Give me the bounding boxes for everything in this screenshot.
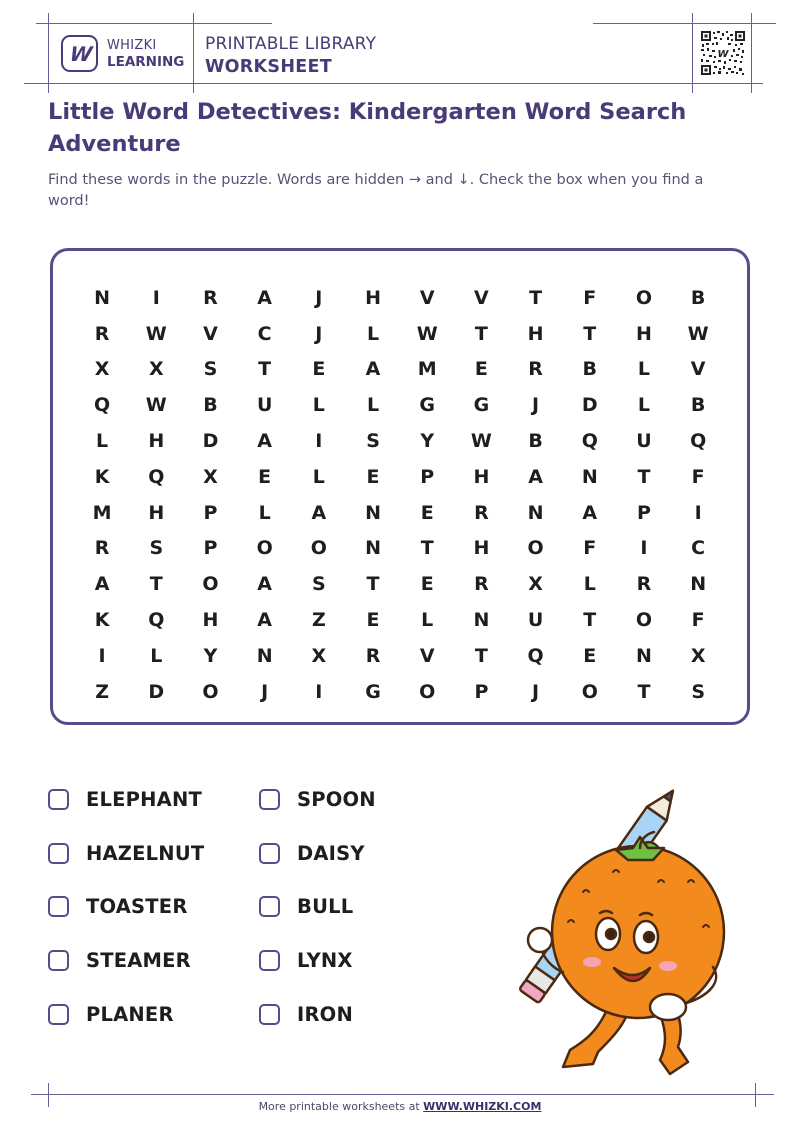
grid-cell[interactable]: I (152, 286, 160, 309)
grid-cell[interactable]: N (690, 573, 707, 596)
grid-cell[interactable]: C (691, 537, 706, 560)
word-label: ELEPHANT (86, 787, 202, 811)
grid-cell[interactable]: O (310, 537, 327, 560)
library-line-2: WORKSHEET (205, 57, 333, 77)
word-item-bull[interactable] (259, 888, 459, 924)
whizki-logo (61, 35, 98, 72)
grid-cell[interactable]: X (690, 644, 706, 667)
grid-cell[interactable]: L (366, 322, 380, 345)
grid-cell[interactable]: L (150, 644, 163, 667)
footer-rule (31, 1094, 774, 1095)
footer-link[interactable]: WWW.WHIZKI.COM (423, 1100, 542, 1113)
grid-cell[interactable]: T (637, 680, 651, 703)
grid-cell[interactable]: Y (203, 644, 218, 667)
grid-cell[interactable]: X (203, 465, 218, 488)
grid-cell[interactable]: I (640, 537, 648, 560)
word-item-planer[interactable] (48, 996, 248, 1032)
grid-cell[interactable]: E (312, 358, 326, 381)
grid-cell[interactable]: A (257, 286, 273, 309)
checkbox[interactable] (48, 1004, 69, 1025)
brand-line-1: WHIZKI (107, 38, 157, 53)
grid-cell[interactable]: H (636, 322, 652, 345)
grid-cell[interactable]: A (365, 358, 381, 381)
checkbox[interactable] (48, 950, 69, 971)
grid-cell[interactable]: M (92, 501, 112, 524)
word-item-elephant[interactable] (48, 781, 248, 817)
grid-cell[interactable]: P (203, 537, 218, 560)
grid-cell[interactable]: O (202, 680, 219, 703)
word-label: BULL (297, 894, 354, 918)
grid-cell[interactable]: R (94, 537, 110, 560)
grid-cell[interactable]: Q (690, 430, 707, 453)
grid-cell[interactable]: W (145, 394, 167, 417)
grid-cell[interactable]: L (366, 394, 380, 417)
grid-cell[interactable]: H (202, 609, 219, 632)
grid-cell[interactable]: M (417, 358, 437, 381)
grid-cell[interactable]: Q (527, 644, 544, 667)
grid-cell[interactable]: T (420, 537, 434, 560)
footer-text: More printable worksheets at (258, 1100, 424, 1113)
word-item-lynx[interactable] (259, 942, 459, 978)
grid-cell[interactable]: W (145, 322, 167, 345)
grid-cell[interactable]: L (583, 573, 596, 596)
grid-cell[interactable]: L (312, 394, 325, 417)
grid-cell[interactable]: X (311, 644, 327, 667)
grid-cell[interactable]: B (582, 358, 598, 381)
grid-cell[interactable]: F (691, 465, 705, 488)
word-label: PLANER (86, 1002, 174, 1026)
grid-cell[interactable]: W (687, 322, 709, 345)
grid-cell[interactable]: Z (311, 609, 326, 632)
word-item-daisy[interactable] (259, 835, 459, 871)
grid-cell[interactable]: W (470, 430, 492, 453)
grid-cell[interactable]: N (473, 609, 490, 632)
qr-code-icon (700, 30, 746, 76)
grid-cell[interactable]: Q (148, 609, 165, 632)
grid-cell[interactable]: R (365, 644, 381, 667)
grid-cell[interactable]: S (366, 430, 380, 453)
grid-cell[interactable]: B (203, 394, 218, 417)
checkbox[interactable] (48, 896, 69, 917)
grid-cell[interactable]: F (583, 286, 597, 309)
header-top-rule-right (593, 23, 776, 24)
grid-cell[interactable]: O (419, 680, 436, 703)
grid-cell[interactable]: E (366, 465, 380, 488)
grid-cell[interactable]: N (94, 286, 111, 309)
grid-cell[interactable]: S (149, 537, 164, 560)
grid-cell[interactable]: L (637, 394, 651, 417)
grid-cell[interactable]: D (148, 680, 165, 703)
grid-cell[interactable]: J (532, 394, 540, 417)
grid-cell[interactable]: A (257, 609, 273, 632)
grid-cell[interactable]: A (257, 430, 273, 453)
word-item-spoon[interactable] (259, 781, 459, 817)
grid-cell[interactable]: R (94, 322, 110, 345)
grid-cell[interactable]: C (257, 322, 272, 345)
word-label: HAZELNUT (86, 841, 205, 865)
grid-cell[interactable]: U (527, 609, 544, 632)
logo-w-icon: W (68, 41, 91, 66)
grid-cell[interactable]: X (94, 358, 110, 381)
grid-cell[interactable]: Q (94, 394, 111, 417)
checkbox[interactable] (259, 950, 280, 971)
grid-cell[interactable]: W (416, 322, 438, 345)
grid-cell[interactable]: N (527, 501, 544, 524)
grid-cell[interactable]: G (419, 394, 436, 417)
grid-cell[interactable]: T (583, 609, 597, 632)
grid-cell[interactable]: I (694, 501, 702, 524)
brand-line-2: LEARNING (107, 54, 185, 70)
grid-cell[interactable]: S (312, 573, 326, 596)
grid-cell[interactable]: V (419, 286, 435, 309)
grid-cell[interactable]: R (474, 573, 489, 596)
grid-cell[interactable]: I (98, 644, 106, 667)
grid-cell[interactable]: P (203, 501, 218, 524)
grid-cell[interactable]: S (691, 680, 705, 703)
grid-cell[interactable]: S (203, 358, 218, 381)
grid-cell[interactable]: J (315, 322, 323, 345)
qr-right-rule (751, 13, 752, 93)
checkbox[interactable] (259, 896, 280, 917)
checkbox[interactable] (48, 843, 69, 864)
grid-cell[interactable]: T (366, 573, 380, 596)
grid-cell[interactable]: T (474, 644, 488, 667)
grid-cell[interactable]: U (256, 394, 273, 417)
grid-cell[interactable]: A (528, 465, 543, 488)
grid-cell[interactable]: R (474, 501, 489, 524)
header-top-rule (36, 23, 272, 24)
grid-cell[interactable]: O (527, 537, 544, 560)
grid-cell[interactable]: T (474, 322, 488, 345)
grid-cell[interactable]: O (635, 609, 653, 632)
grid-cell[interactable]: N (581, 465, 598, 488)
grid-cell[interactable]: A (94, 573, 110, 596)
grid-cell[interactable]: A (257, 573, 273, 596)
checkbox[interactable] (259, 789, 280, 810)
svg-text:W: W (717, 49, 729, 60)
grid-cell[interactable]: T (583, 322, 597, 345)
instructions-text: Find these words in the puzzle. Words are hidden → and ↓. Check the box when you find a word! (48, 172, 704, 209)
grid-cell[interactable]: P (637, 501, 651, 524)
word-item-iron[interactable] (259, 996, 459, 1032)
grid-cell[interactable]: E (420, 501, 434, 524)
grid-cell[interactable]: I (315, 430, 323, 453)
grid-cell[interactable]: B (690, 286, 706, 309)
grid-cell[interactable]: K (94, 465, 110, 488)
grid-cell[interactable]: T (637, 465, 651, 488)
grid-cell[interactable]: O (635, 286, 653, 309)
grid-cell[interactable]: E (420, 573, 434, 596)
grid-cell[interactable]: E (583, 644, 597, 667)
library-label (205, 33, 376, 79)
grid-cell[interactable]: U (636, 430, 652, 453)
grid-cell[interactable]: V (203, 322, 218, 345)
grid-cell[interactable]: H (473, 465, 490, 488)
grid-cell[interactable]: V (690, 358, 706, 381)
grid-cell[interactable]: H (148, 430, 165, 453)
grid-cell[interactable]: N (365, 537, 381, 560)
grid-cell[interactable]: B (690, 394, 706, 417)
grid-cell[interactable]: T (529, 286, 543, 309)
grid-cell[interactable]: E (258, 465, 272, 488)
qr-left-rule (692, 13, 693, 93)
grid-cell[interactable]: D (581, 394, 598, 417)
header-divider-rule (193, 13, 194, 93)
grid-cell[interactable]: Y (420, 430, 435, 453)
checkbox[interactable] (259, 843, 280, 864)
word-label: LYNX (297, 948, 353, 972)
grid-cell[interactable]: X (148, 358, 164, 381)
grid-cell[interactable]: L (637, 358, 651, 381)
page-title: Little Word Detectives: Kindergarten Word Search Adventure (48, 99, 687, 157)
checkbox[interactable] (259, 1004, 280, 1025)
grid-cell[interactable]: J (532, 680, 540, 703)
orange-mascot-illustration (488, 782, 738, 1082)
brand-name (107, 37, 184, 71)
grid-cell[interactable]: E (366, 609, 380, 632)
word-label: STEAMER (86, 948, 191, 972)
grid-cell[interactable]: Q (148, 465, 165, 488)
grid-cell[interactable]: F (583, 537, 597, 560)
grid-cell[interactable]: L (258, 501, 271, 524)
grid-cell[interactable]: B (528, 430, 543, 453)
grid-cell[interactable]: Z (95, 680, 109, 703)
word-item-steamer[interactable] (48, 942, 248, 978)
grid-cell[interactable]: H (148, 501, 165, 524)
header-left-rule (48, 13, 49, 93)
grid-cell[interactable]: Q (581, 430, 598, 453)
grid-cell[interactable]: F (691, 609, 705, 632)
grid-cell[interactable]: X (528, 573, 543, 596)
grid-cell[interactable]: R (636, 573, 652, 596)
grid-cell[interactable]: N (256, 644, 273, 667)
header-bottom-rule (24, 83, 763, 84)
library-line-1: PRINTABLE LIBRARY (205, 34, 377, 54)
grid-cell[interactable]: L (96, 430, 109, 453)
word-item-toaster[interactable] (48, 888, 248, 924)
grid-cell[interactable]: J (261, 680, 269, 703)
grid-cell[interactable]: O (581, 680, 598, 703)
grid-cell[interactable]: N (636, 644, 652, 667)
grid-cell[interactable]: L (312, 465, 325, 488)
footer (0, 1100, 800, 1113)
grid-cell[interactable]: L (421, 609, 434, 632)
grid-cell[interactable]: J (315, 286, 323, 309)
grid-cell[interactable]: V (474, 286, 489, 309)
grid-cell[interactable]: T (258, 358, 272, 381)
grid-cell[interactable]: O (256, 537, 273, 560)
word-label: TOASTER (86, 894, 188, 918)
word-search-grid (75, 280, 725, 710)
grid-cell[interactable]: N (365, 501, 381, 524)
word-label: SPOON (297, 787, 376, 811)
grid-cell[interactable]: R (203, 286, 218, 309)
word-item-hazelnut[interactable] (48, 835, 248, 871)
word-label: IRON (297, 1002, 353, 1026)
grid-cell[interactable]: E (474, 358, 488, 381)
grid-cell[interactable]: V (419, 644, 435, 667)
grid-cell[interactable]: T (149, 573, 163, 596)
grid-cell[interactable]: H (527, 322, 544, 345)
word-label: DAISY (297, 841, 365, 865)
grid-cell[interactable]: R (528, 358, 543, 381)
grid-cell[interactable]: H (473, 537, 490, 560)
grid-cell[interactable]: G (365, 680, 381, 703)
grid-cell[interactable]: O (202, 573, 219, 596)
grid-cell[interactable]: A (582, 501, 598, 524)
grid-cell[interactable]: I (315, 680, 323, 703)
grid-cell[interactable]: A (311, 501, 327, 524)
grid-cell[interactable]: H (365, 286, 381, 309)
grid-cell[interactable]: G (473, 394, 490, 417)
checkbox[interactable] (48, 789, 69, 810)
grid-cell[interactable]: P (474, 680, 489, 703)
grid-cell[interactable]: K (94, 609, 110, 632)
grid-cell[interactable]: P (420, 465, 435, 488)
grid-cell[interactable]: D (202, 430, 219, 453)
